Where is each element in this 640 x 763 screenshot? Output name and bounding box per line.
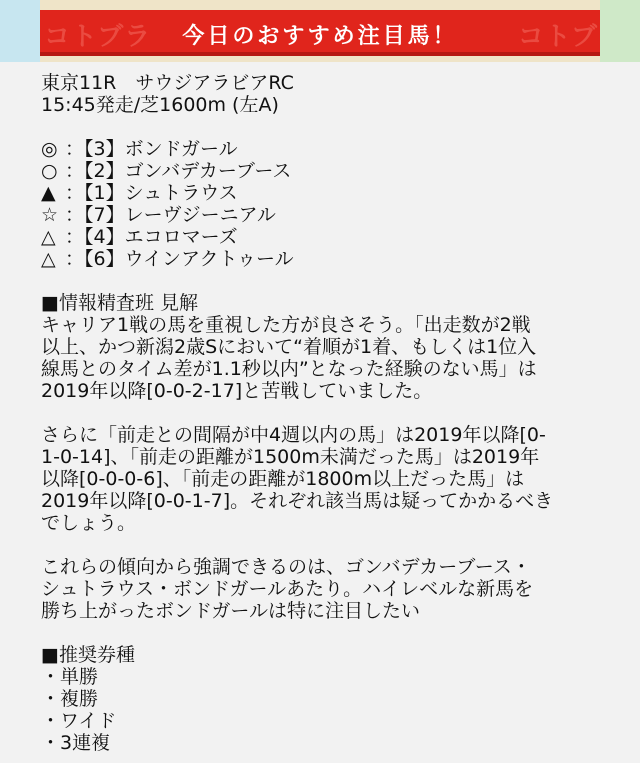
pick-mark: △ bbox=[41, 248, 56, 270]
race-name: 東京11R サウジアラビアRC bbox=[41, 72, 294, 94]
picks-list bbox=[41, 138, 611, 270]
pick-row bbox=[41, 248, 611, 270]
text-line: シュトラウス・ボンドガールあたり。ハイレベルな新馬を bbox=[41, 578, 534, 600]
banner-title: 今日のおすすめ注目馬！ bbox=[182, 24, 458, 49]
pick-text: ：【6】ウインアクトゥール bbox=[65, 248, 294, 270]
header-art-right bbox=[600, 0, 640, 62]
analysis-paragraph-1 bbox=[41, 314, 611, 402]
ticket-item: ・単勝 bbox=[41, 666, 99, 688]
text-line: 以上、かつ新潟2歳Sにおいて“着順が1着、もしくは1位入 bbox=[41, 336, 537, 358]
pick-row bbox=[41, 204, 611, 226]
text-line: 勝ち上がったボンドガールは特に注目したい bbox=[41, 600, 421, 622]
text-line: キャリア1戦の馬を重視した方が良さそう。「出走数が2戦 bbox=[41, 314, 531, 336]
analysis-paragraph-3 bbox=[41, 556, 611, 622]
text-line: 1-0-14]、「前走の距離が1500m未満だった馬」は2019年 bbox=[41, 446, 540, 468]
pick-text: ：【1】シュトラウス bbox=[65, 182, 238, 204]
race-info: 15:45発走/芝1600m (左A) bbox=[41, 94, 279, 116]
pick-mark: ▲ bbox=[41, 182, 56, 204]
text-line: でしょう。 bbox=[41, 512, 137, 534]
pick-mark: ☆ bbox=[41, 204, 59, 226]
pick-text: ：【2】ゴンバデカーブース bbox=[65, 160, 292, 182]
pick-text: ：【3】ボンドガール bbox=[65, 138, 238, 160]
analysis-paragraph-2 bbox=[41, 424, 611, 534]
analysis-heading: ■情報精査班 見解 bbox=[41, 292, 198, 314]
pick-text: ：【4】エコロマーズ bbox=[65, 226, 238, 248]
pick-mark: △ bbox=[41, 226, 56, 248]
ticket-item: ・3連複 bbox=[41, 732, 111, 754]
text-line: 2019年以降[0-0-1-7]。それぞれ該当馬は疑ってかかるべき bbox=[41, 490, 554, 512]
pick-row bbox=[41, 182, 611, 204]
pick-row bbox=[41, 160, 611, 182]
article-body bbox=[41, 72, 611, 754]
text-line: さらに「前走との間隔が中4週以内の馬」は2019年以降[0- bbox=[41, 424, 546, 446]
pick-mark: ◎ bbox=[41, 138, 58, 160]
tickets-list bbox=[41, 666, 611, 754]
recommend-banner bbox=[40, 10, 600, 56]
text-line: 以降[0-0-0-6]、「前走の距離が1800m以上だった馬」は bbox=[41, 468, 525, 490]
text-line: これらの傾向から強調できるのは、ゴンバデカーブース・ bbox=[41, 556, 531, 578]
header-art-left bbox=[0, 0, 40, 62]
text-line: 2019年以降[0-0-2-17]と苦戦していました。 bbox=[41, 380, 433, 402]
banner-logo-left: コトブラ bbox=[44, 22, 152, 52]
pick-row bbox=[41, 138, 611, 160]
banner-logo-right: コトブ bbox=[517, 22, 598, 52]
ticket-item: ・ワイド bbox=[41, 710, 117, 732]
tickets-heading: ■推奨券種 bbox=[41, 644, 135, 666]
pick-row bbox=[41, 226, 611, 248]
text-line: 線馬とのタイム差が1.1秒以内”となった経験のない馬」は bbox=[41, 358, 537, 380]
pick-mark: ○ bbox=[41, 160, 58, 182]
pick-text: ：【7】レーヴジーニアル bbox=[65, 204, 276, 226]
ticket-item: ・複勝 bbox=[41, 688, 99, 710]
